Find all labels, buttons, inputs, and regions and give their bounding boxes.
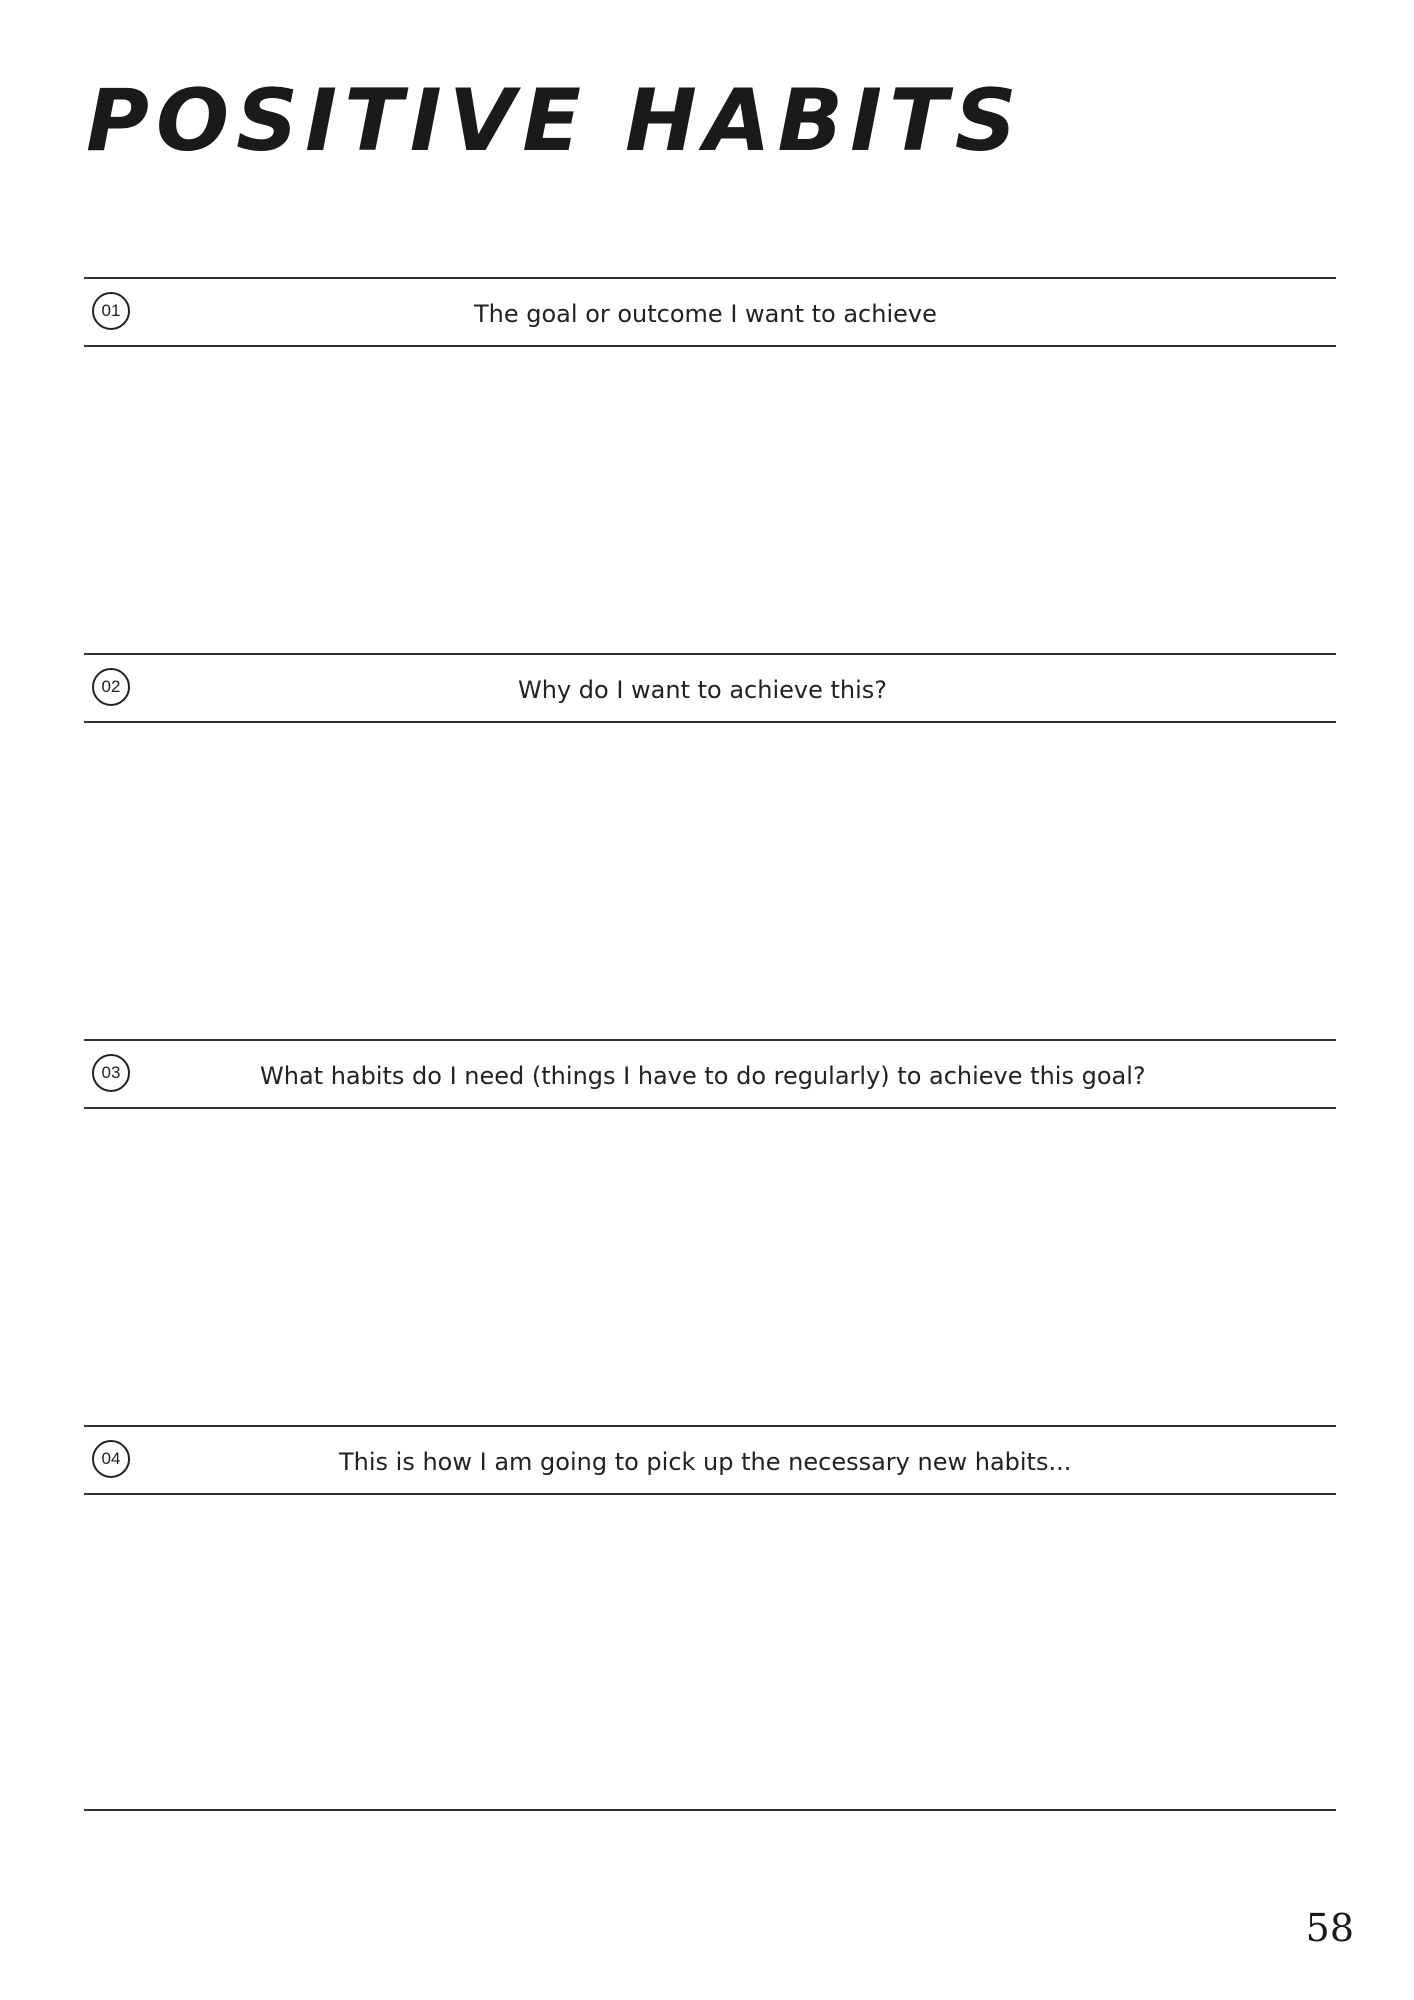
section-prompt: This is how I am going to pick up the necessary new habits... [339,1448,1072,1476]
section-habits-needed [84,1039,1336,1425]
page-number: 58 [1305,1906,1354,1950]
closing-rule [84,1809,1336,1811]
section-number-badge: 02 [92,668,130,706]
section-header [84,1425,1336,1495]
section-prompt: Why do I want to achieve this? [518,676,888,704]
section-why [84,653,1336,1039]
section-header [84,1039,1336,1109]
section-number-badge: 04 [92,1440,130,1478]
page-title: POSITIVE HABITS [86,71,1024,171]
section-number-badge: 01 [92,292,130,330]
section-header [84,653,1336,723]
answer-area-goal[interactable] [84,347,1336,651]
answer-area-why[interactable] [84,723,1336,1039]
section-goal [84,277,1336,651]
section-how-to-pick-up [84,1425,1336,1809]
answer-area-habits-needed[interactable] [84,1109,1336,1425]
section-prompt: The goal or outcome I want to achieve [474,300,937,328]
section-prompt: What habits do I need (things I have to do regularly) to achieve this goal? [260,1062,1146,1090]
section-number-badge: 03 [92,1054,130,1092]
answer-area-how-to-pick-up[interactable] [84,1495,1336,1809]
section-header [84,277,1336,347]
